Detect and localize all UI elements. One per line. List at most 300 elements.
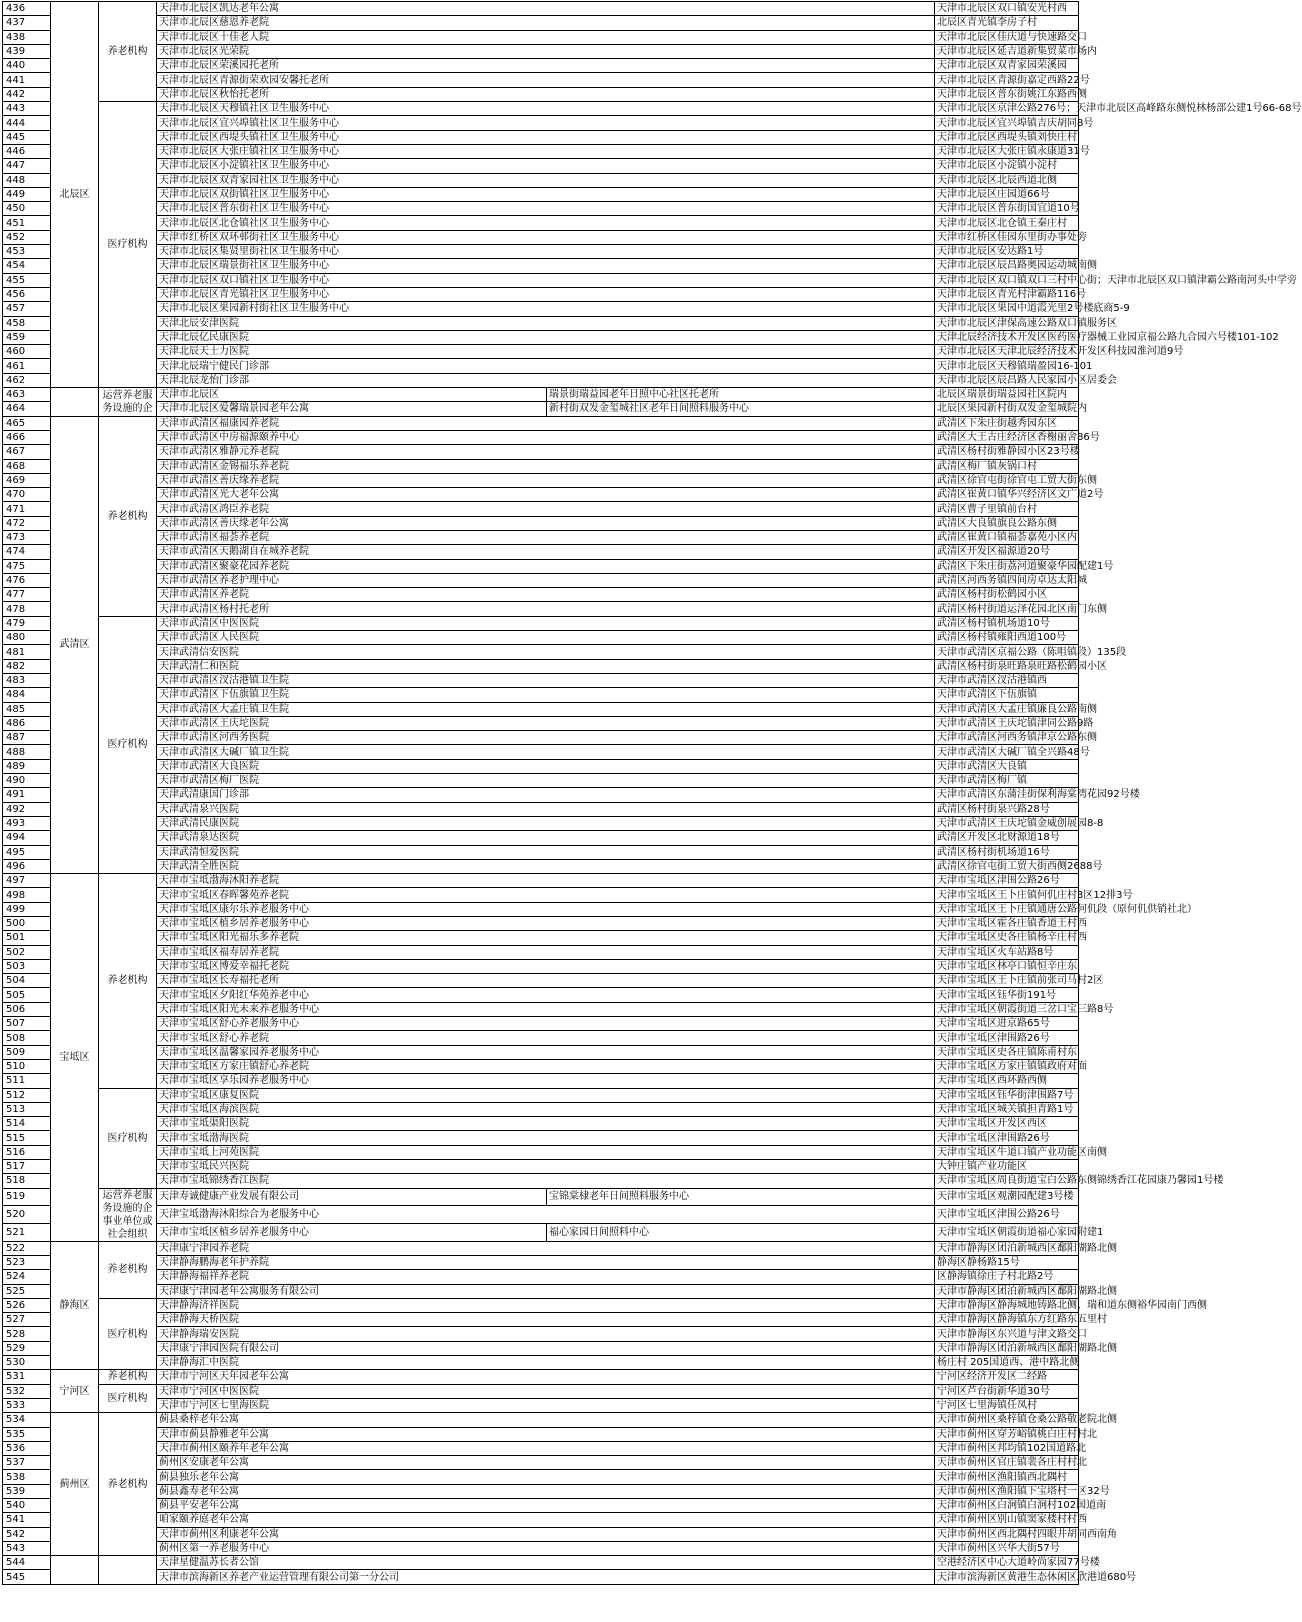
institution-name-cell: 天津市北辰区慈恩养老院 (157, 16, 935, 30)
row-number-cell: 517 (3, 1160, 51, 1174)
address-cell: 天津市宝坻区方家庄镇镇政府对面 (935, 1059, 1079, 1073)
row-number-cell: 444 (3, 116, 51, 130)
address-cell: 武清区杨村街机场道16号 (935, 845, 1079, 859)
institution-name-cell: 天津静海济祥医院 (157, 1298, 935, 1312)
district-cell: 静海区 (51, 1241, 99, 1370)
table-row (3, 688, 1079, 702)
category-cell: 养老机构 (99, 416, 157, 616)
table-row (3, 388, 1079, 402)
table-row (3, 1541, 1079, 1555)
address-cell: 天津市宝坻区观潮园配建3号楼 (935, 1188, 1079, 1206)
table-row (3, 1484, 1079, 1498)
address-cell: 天津市武清区汊沽港镇西 (935, 673, 1079, 687)
address-cell: 天津市北辰区北辰西道北侧 (935, 173, 1079, 187)
institution-name-cell: 天津静海瑞安医院 (157, 1327, 935, 1341)
institution-name-cell: 天津市宁河区中医医院 (157, 1384, 935, 1398)
row-number-cell: 491 (3, 788, 51, 802)
institution-name-cell: 天津武清恒爱医院 (157, 845, 935, 859)
row-number-cell: 495 (3, 845, 51, 859)
district-cell: 武清区 (51, 416, 99, 874)
institution-name-cell: 天津静海天桥医院 (157, 1313, 935, 1327)
row-number-cell: 485 (3, 702, 51, 716)
institution-name-cell: 天津市武清区大孟庄镇卫生院 (157, 702, 935, 716)
institution-name-cell: 天津市武清区天鹅湖自在城养老院 (157, 545, 935, 559)
address-cell: 天津市宝坻区津围路26号 (935, 1031, 1079, 1045)
address-cell: 武清区大良镇旗良公路东侧 (935, 516, 1079, 530)
table-row (3, 1441, 1079, 1455)
address-cell: 武清区开发区福源道20号 (935, 545, 1079, 559)
address-cell: 天津市宝坻区史各庄镇陈甫村东 (935, 1045, 1079, 1059)
row-number-cell: 441 (3, 73, 51, 87)
row-number-cell: 498 (3, 888, 51, 902)
institution-name-cell: 蓟州区安康老年公寓 (157, 1456, 935, 1470)
address-cell: 天津市蓟州区邦均镇102国道路北 (935, 1441, 1079, 1455)
category-cell: 医疗机构 (99, 1088, 157, 1188)
table-row (3, 702, 1079, 716)
institution-name-cell: 天津市宝坻渤海医院 (157, 1131, 935, 1145)
table-row (3, 30, 1079, 44)
institution-name-cell: 天津市北辰区双青家园社区卫生服务中心 (157, 173, 935, 187)
address-cell: 天津市北辰区大张庄镇永康道31号 (935, 144, 1079, 158)
row-number-cell: 502 (3, 945, 51, 959)
address-cell: 天津市宝坻区钰华街津围路7号 (935, 1088, 1079, 1102)
institution-name-cell: 蓟县桑梓老年公寓 (157, 1413, 935, 1427)
table-row (3, 616, 1079, 630)
address-cell: 武清区杨村街松鹤园小区 (935, 588, 1079, 602)
category-cell: 养老机构 (99, 1241, 157, 1298)
institution-name-cell: 天津市宁河区天年园老年公寓 (157, 1370, 935, 1384)
address-cell: 天津市静海区静海镇东方红路东五里村 (935, 1313, 1079, 1327)
address-cell: 天津市宝坻区王卜庄镇前张司马村2区 (935, 974, 1079, 988)
row-number-cell: 437 (3, 16, 51, 30)
address-cell: 静海区静杨路15号 (935, 1255, 1079, 1269)
row-number-cell: 510 (3, 1059, 51, 1073)
table-row (3, 1470, 1079, 1484)
address-cell: 天津市宝坻区史各庄镇杨辛庄村西 (935, 931, 1079, 945)
address-cell: 武清区下朱庄街荔河道聚豪华园配建1号 (935, 559, 1079, 573)
row-number-cell: 535 (3, 1427, 51, 1441)
table-row (3, 1059, 1079, 1073)
address-cell: 天津市武清区大良镇 (935, 759, 1079, 773)
row-number-cell: 472 (3, 516, 51, 530)
institution-name-cell: 天津市北辰区凯达老年公寓 (157, 2, 935, 16)
address-cell: 天津市武清区梅厂镇 (935, 774, 1079, 788)
table-row (3, 959, 1079, 973)
row-number-cell: 473 (3, 530, 51, 544)
row-number-cell: 542 (3, 1527, 51, 1541)
institution-name-cell: 天津市宝坻民兴医院 (157, 1160, 935, 1174)
row-number-cell: 447 (3, 159, 51, 173)
institution-table (2, 1, 1302, 1585)
table-row (3, 1045, 1079, 1059)
row-number-cell: 522 (3, 1241, 51, 1255)
row-number-cell: 461 (3, 359, 51, 373)
table-row (3, 1088, 1079, 1102)
address-cell: 天津市宝坻区津围路26号 (935, 1131, 1079, 1145)
institution-name-cell: 天津北辰亿民康医院 (157, 330, 935, 344)
table-row (3, 845, 1079, 859)
table-row (3, 1102, 1079, 1116)
table-row (3, 1255, 1079, 1269)
table-row (3, 1413, 1079, 1427)
institution-name-cell: 天津市宝坻区春晖馨苑养老院 (157, 888, 935, 902)
institution-name-cell: 天津市宝坻区长寿福托老所 (157, 974, 935, 988)
row-number-cell: 539 (3, 1484, 51, 1498)
address-cell: 天津市宝坻区城关镇担青路1号 (935, 1102, 1079, 1116)
row-number-cell: 541 (3, 1513, 51, 1527)
address-cell: 天津市宝坻区津围公路26号 (935, 874, 1079, 888)
institution-name-cell: 天津静海福祥养老院 (157, 1270, 935, 1284)
address-cell: 天津市武清区王庆坨镇津同公路9路 (935, 716, 1079, 730)
district-cell: 宝坻区 (51, 874, 99, 1242)
institution-name-cell: 天津市北辰区双街镇社区卫生服务中心 (157, 187, 935, 201)
address-cell: 宁河区七里海镇任凤村 (935, 1398, 1079, 1412)
table-row (3, 445, 1079, 459)
address-cell: 武清区梅厂镇灰锅口村 (935, 459, 1079, 473)
institution-name-cell: 天津市北辰区宜兴埠镇社区卫生服务中心 (157, 116, 935, 130)
row-number-cell: 442 (3, 87, 51, 101)
table-row (3, 1160, 1079, 1174)
table-row (3, 1527, 1079, 1541)
institution-name-cell: 天津武清民康医院 (157, 816, 935, 830)
address-cell: 天津市宝坻区朝霞街道福心家园附建1 (935, 1223, 1079, 1241)
table-row (3, 502, 1079, 516)
district-cell (51, 1556, 99, 1585)
institution-name-cell: 天津市宝坻上河苑医院 (157, 1145, 935, 1159)
address-cell: 天津市北辰区佳庆道与快速路交口 (935, 30, 1079, 44)
address-cell: 天津市蓟州区官庄镇裴各庄村村北 (935, 1456, 1079, 1470)
table-row (3, 473, 1079, 487)
address-cell: 天津市静海区团泊新城西区鄱阳湖路北侧 (935, 1241, 1079, 1255)
row-number-cell: 492 (3, 802, 51, 816)
row-number-cell: 533 (3, 1398, 51, 1412)
table-row (3, 1398, 1079, 1412)
table-row (3, 1513, 1079, 1527)
address-cell: 武清区杨村街道运泽花园北区南门东侧 (935, 602, 1079, 616)
table-row (3, 1556, 1079, 1570)
institution-name-cell: 咱家颐养庭老年公寓 (157, 1513, 935, 1527)
address-cell: 天津市武清区东蒲洼街保利海棠湾花园92号楼 (935, 788, 1079, 802)
row-number-cell: 469 (3, 473, 51, 487)
institution-name-cell: 天津市宝坻区温馨家园养老服务中心 (157, 1045, 935, 1059)
address-cell: 天津市静海区东兴道与津文路交口 (935, 1327, 1079, 1341)
table-row (3, 173, 1079, 187)
table-row (3, 573, 1079, 587)
table-row (3, 716, 1079, 730)
address-cell: 天津市静海区团泊新城西区鄱阳湖路北侧 (935, 1341, 1079, 1355)
table-row (3, 116, 1079, 130)
category-cell: 医疗机构 (99, 1384, 157, 1413)
address-cell: 北辰区果园新村街双发金玺城院内 (935, 402, 1079, 416)
row-number-cell: 519 (3, 1188, 51, 1206)
institution-name-cell: 天津市武清区光大老年公寓 (157, 488, 935, 502)
table-row (3, 1074, 1079, 1088)
institution-name-cell: 天津市武清区杨村托老所 (157, 602, 935, 616)
address-cell: 天津市宝坻区霍各庄镇香道王村西 (935, 917, 1079, 931)
institution-name-cell: 天津市武清区养老护理中心 (157, 573, 935, 587)
row-number-cell: 524 (3, 1270, 51, 1284)
row-number-cell: 480 (3, 631, 51, 645)
institution-name-cell: 天津武清泉兴医院 (157, 802, 935, 816)
institution-name-cell: 天津市北辰区秋怡托老所 (157, 87, 935, 101)
institution-name-cell: 天津市宝坻渤海沐阳养老院 (157, 874, 935, 888)
institution-name-cell: 天津市滨海新区养老产业运营管理有限公司第一分公司 (157, 1570, 935, 1584)
institution-name-cell: 天津市武清区中医医院 (157, 616, 935, 630)
row-number-cell: 443 (3, 102, 51, 116)
district-cell: 宁河区 (51, 1370, 99, 1413)
table-row (3, 1117, 1079, 1131)
institution-name-cell: 天津市宝坻区康尔乐养老服务中心 (157, 902, 935, 916)
row-number-cell: 468 (3, 459, 51, 473)
row-number-cell: 518 (3, 1174, 51, 1188)
institution-name-cell: 天津市武清区福康园养老院 (157, 416, 935, 430)
address-cell: 天津市武清区大孟庄镇廉良公路南侧 (935, 702, 1079, 716)
row-number-cell: 465 (3, 416, 51, 430)
table-row (3, 945, 1079, 959)
institution-name-cell: 天津市红桥区双环邨街社区卫生服务中心 (157, 230, 935, 244)
institution-name-cell: 天津市武清区鸿臣养老院 (157, 502, 935, 516)
table-row (3, 1570, 1079, 1584)
table-row (3, 659, 1079, 673)
table-row (3, 1327, 1079, 1341)
table-row (3, 988, 1079, 1002)
institution-name-cell: 天津市武清区中房福源颐养中心 (157, 430, 935, 444)
category-cell: 养老机构 (99, 1413, 157, 1556)
table-row (3, 1370, 1079, 1384)
district-cell: 蓟州区 (51, 1413, 99, 1556)
table-row (3, 202, 1079, 216)
row-number-cell: 439 (3, 44, 51, 58)
row-number-cell: 501 (3, 931, 51, 945)
row-number-cell: 453 (3, 245, 51, 259)
institution-table-body (3, 2, 1302, 1585)
row-number-cell: 506 (3, 1002, 51, 1016)
row-number-cell: 458 (3, 316, 51, 330)
table-row (3, 230, 1079, 244)
row-number-cell: 451 (3, 216, 51, 230)
institution-name-cell: 天津市宁河区七里海医院 (157, 1398, 935, 1412)
address-cell: 空港经济区中心大道岭尚家园77号楼 (935, 1556, 1079, 1570)
address-cell: 天津市宝坻区牛道口镇产业功能区南侧 (935, 1145, 1079, 1159)
address-cell: 天津市北辰区天穆镇瑞盈园16-101 (935, 359, 1079, 373)
table-row (3, 1241, 1079, 1255)
row-number-cell: 450 (3, 202, 51, 216)
table-row (3, 1270, 1079, 1284)
institution-name-cell: 天津市北辰区大张庄镇社区卫生服务中心 (157, 144, 935, 158)
table-row (3, 631, 1079, 645)
institution-name-cell: 天津市北辰区 (157, 388, 547, 402)
address-cell: 天津市宝坻区进京路65号 (935, 1017, 1079, 1031)
row-number-cell: 503 (3, 959, 51, 973)
address-cell: 天津市蓟州区兴华大街57号 (935, 1541, 1079, 1555)
row-number-cell: 467 (3, 445, 51, 459)
row-number-cell: 516 (3, 1145, 51, 1159)
address-cell: 天津市武清区京福公路（陈咀镇段）135段 (935, 645, 1079, 659)
address-cell: 北辰区瑞景街瑞益园社区院内 (935, 388, 1079, 402)
row-number-cell: 505 (3, 988, 51, 1002)
institution-name-cell: 天津市宝坻区享乐园养老服务中心 (157, 1074, 935, 1088)
address-cell: 天津市北辰区京津公路276号；天津市北辰区高峰路东侧悦林杨部公建1号66-68号 (935, 102, 1079, 116)
table-row (3, 1341, 1079, 1355)
address-cell: 武清区开发区北财源道18号 (935, 831, 1079, 845)
institution-name-cell: 天津静海鹏海老年护养院 (157, 1255, 935, 1269)
address-cell: 天津市蓟州区穿芳峪镇桃白庄村村北 (935, 1427, 1079, 1441)
address-cell: 天津市蓟州区别山镇窦家楼村村西 (935, 1513, 1079, 1527)
institution-name-cell: 天津武清泉达医院 (157, 831, 935, 845)
institution-name-cell: 天津武清全胜医院 (157, 859, 935, 873)
institution-name-cell: 天津市武清区人民医院 (157, 631, 935, 645)
row-number-cell: 496 (3, 859, 51, 873)
address-cell: 天津市蓟州区西北隅村四眼井胡同西南角 (935, 1527, 1079, 1541)
table-row (3, 259, 1079, 273)
row-number-cell: 460 (3, 345, 51, 359)
institution-name-cell: 天津市武清区养老院 (157, 588, 935, 602)
row-number-cell: 490 (3, 774, 51, 788)
row-number-cell: 521 (3, 1223, 51, 1241)
table-row (3, 745, 1079, 759)
address-cell: 天津市武清区大碱厂镇全兴路48号 (935, 745, 1079, 759)
address-cell: 天津市武清区下伍旗镇 (935, 688, 1079, 702)
service-facility-cell: 瑞景街瑞益园老年日照中心社区托老所 (547, 388, 935, 402)
row-number-cell: 526 (3, 1298, 51, 1312)
table-row (3, 931, 1079, 945)
table-row (3, 287, 1079, 301)
table-row (3, 59, 1079, 73)
address-cell: 天津市静海区静海城地铸路北侧、瑞和道东侧裕华园南门西侧 (935, 1298, 1079, 1312)
row-number-cell: 478 (3, 602, 51, 616)
address-cell: 天津市北辰区双口镇安光村西 (935, 2, 1079, 16)
address-cell: 武清区崔黄口镇华兴经济区文广道2号 (935, 488, 1079, 502)
row-number-cell: 504 (3, 974, 51, 988)
institution-name-cell: 天津星健温苏长者公馆 (157, 1556, 935, 1570)
table-row (3, 402, 1079, 416)
table-row (3, 416, 1079, 430)
address-cell: 天津市宝坻区林亭口镇恒辛庄东 (935, 959, 1079, 973)
row-number-cell: 537 (3, 1456, 51, 1470)
row-number-cell: 540 (3, 1498, 51, 1512)
institution-name-cell: 天津市北辰区小淀镇社区卫生服务中心 (157, 159, 935, 173)
institution-name-cell: 天津市蓟县静雅老年公寓 (157, 1427, 935, 1441)
table-row (3, 1313, 1079, 1327)
row-number-cell: 440 (3, 59, 51, 73)
table-row (3, 16, 1079, 30)
institution-name-cell: 天津市武清区金锡福乐养老院 (157, 459, 935, 473)
category-cell: 医疗机构 (99, 616, 157, 873)
table-row (3, 1284, 1079, 1298)
table-row (3, 44, 1079, 58)
row-number-cell: 544 (3, 1556, 51, 1570)
row-number-cell: 471 (3, 502, 51, 516)
institution-name-cell: 天津市宝坻区植乡居养老服务中心 (157, 1223, 547, 1241)
institution-name-cell: 天津市北辰区爱馨瑞景园老年公寓 (157, 402, 547, 416)
address-cell: 天津市蓟州区白涧镇白涧村102国道南 (935, 1498, 1079, 1512)
table-row (3, 1456, 1079, 1470)
address-cell: 天津市北辰区青源街嘉定西路22号 (935, 73, 1079, 87)
address-cell: 天津市蓟州区渔阳镇下宝塔村一区32号 (935, 1484, 1079, 1498)
address-cell: 天津市北辰区小淀镇小淀村 (935, 159, 1079, 173)
address-cell: 杨庄村 205国道西、港中路北侧 (935, 1356, 1079, 1370)
institution-name-cell: 天津寿诚健康产业发展有限公司 (157, 1188, 547, 1206)
institution-name-cell: 蓟县鑫寿老年公寓 (157, 1484, 935, 1498)
table-row (3, 316, 1079, 330)
table-row (3, 102, 1079, 116)
institution-name-cell: 天津北辰瑞宁健民门诊部 (157, 359, 935, 373)
address-cell: 武清区崔黄口镇福荟嘉苑小区内 (935, 530, 1079, 544)
row-number-cell: 513 (3, 1102, 51, 1116)
institution-name-cell: 天津康宁津园医院有限公司 (157, 1341, 935, 1355)
address-cell: 武清区河西务镇四间房卓达太阳城 (935, 573, 1079, 587)
row-number-cell: 543 (3, 1541, 51, 1555)
institution-name-cell: 天津市武清区汊沽港镇卫生院 (157, 673, 935, 687)
institution-name-cell: 天津市北辰区北仓镇社区卫生服务中心 (157, 216, 935, 230)
table-row (3, 1206, 1079, 1224)
address-cell: 天津市北辰区庄园道66号 (935, 187, 1079, 201)
institution-name-cell: 天津北辰安津医院 (157, 316, 935, 330)
row-number-cell: 456 (3, 287, 51, 301)
table-row (3, 187, 1079, 201)
address-cell: 天津北辰经济技术开发区医药医疗器械工业园京福公路九合园六号楼101-102 (935, 330, 1079, 344)
row-number-cell: 466 (3, 430, 51, 444)
institution-name-cell: 天津市宝坻区方家庄镇舒心养老院 (157, 1059, 935, 1073)
table-row (3, 1145, 1079, 1159)
institution-name-cell: 天津市宝坻区阳光福乐多养老院 (157, 931, 935, 945)
institution-name-cell: 天津静海汇中医院 (157, 1356, 935, 1370)
row-number-cell: 452 (3, 230, 51, 244)
category-cell: 医疗机构 (99, 1298, 157, 1369)
address-cell: 天津市北辰区天津北辰经济技术开发区科技园淮河道9号 (935, 345, 1079, 359)
institution-name-cell: 天津市宝坻区舒心养老服务中心 (157, 1017, 935, 1031)
institution-name-cell: 天津市北辰区光荣院 (157, 44, 935, 58)
table-row (3, 974, 1079, 988)
row-number-cell: 455 (3, 273, 51, 287)
institution-name-cell: 蓟县独乐老年公寓 (157, 1470, 935, 1484)
row-number-cell: 477 (3, 588, 51, 602)
address-cell: 北辰区青光镇李房子村 (935, 16, 1079, 30)
institution-name-cell: 天津市宝坻区博爱幸福托老院 (157, 959, 935, 973)
category-cell: 养老机构 (99, 2, 157, 102)
table-row (3, 673, 1079, 687)
row-number-cell: 487 (3, 731, 51, 745)
address-cell: 天津市北辰区普东街姚江东路西侧 (935, 87, 1079, 101)
table-row (3, 902, 1079, 916)
table-row (3, 1498, 1079, 1512)
address-cell: 天津市宝坻区王卜庄镇何仉庄村3区12排3号 (935, 888, 1079, 902)
table-row (3, 774, 1079, 788)
address-cell: 天津市北辰区果园中道霞光里2号楼底商5-9 (935, 302, 1079, 316)
address-cell: 天津市北辰区西堤头镇刘快庄村 (935, 130, 1079, 144)
row-number-cell: 531 (3, 1370, 51, 1384)
row-number-cell: 509 (3, 1045, 51, 1059)
row-number-cell: 534 (3, 1413, 51, 1427)
address-cell: 天津市蓟州区桑梓镇仓桑公路敬老院北侧 (935, 1413, 1079, 1427)
table-row (3, 345, 1079, 359)
row-number-cell: 476 (3, 573, 51, 587)
row-number-cell: 479 (3, 616, 51, 630)
row-number-cell: 523 (3, 1255, 51, 1269)
table-row (3, 302, 1079, 316)
table-row (3, 459, 1079, 473)
row-number-cell: 459 (3, 330, 51, 344)
address-cell: 武清区大王古庄经济区香榭丽舍86号 (935, 430, 1079, 444)
table-row (3, 2, 1079, 16)
address-cell: 天津市宝坻区开发区西区 (935, 1117, 1079, 1131)
table-row (3, 1131, 1079, 1145)
row-number-cell: 445 (3, 130, 51, 144)
row-number-cell: 464 (3, 402, 51, 416)
row-number-cell: 507 (3, 1017, 51, 1031)
table-row (3, 831, 1079, 845)
table-row (3, 559, 1079, 573)
